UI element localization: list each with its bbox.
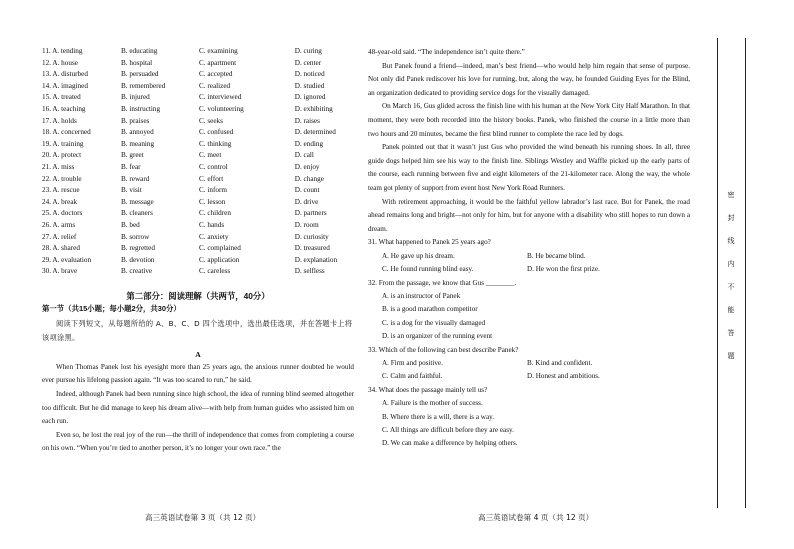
section-title: 第二部分：阅读理解（共两节，40分）	[126, 290, 270, 301]
option-d: D. call	[294, 151, 314, 160]
option-a: 17. A. holds	[42, 116, 77, 125]
option-c: C. seeks	[198, 116, 223, 125]
option-c: C. examining	[198, 47, 238, 55]
option-a: 16. A. teaching	[42, 104, 86, 113]
option-a: 20. A. protect	[42, 151, 82, 160]
binding-line	[745, 38, 746, 508]
option-d: D. change	[294, 174, 324, 183]
sub-section-title: 第一节（共15小题；每小题2分，共30分）	[42, 303, 181, 313]
option-b: B. bed	[120, 220, 140, 229]
option-c: C. meet	[198, 151, 222, 160]
option-c: C. inform	[198, 186, 227, 195]
option-b: B. fear	[120, 162, 141, 171]
option-b: B. Where there is a will, there is a way.	[382, 412, 495, 421]
option-c: C. thinking	[198, 139, 232, 148]
option-a: A. Failure is the mother of success.	[382, 399, 483, 408]
option-d: D. We can make a difference by helping others.	[382, 439, 518, 448]
passage-label: A	[195, 349, 201, 359]
cloze-question-row	[42, 127, 354, 139]
option-b: B. meaning	[120, 139, 155, 148]
option-d: D. curing	[294, 47, 322, 55]
option-a: 26. A. arms	[42, 220, 76, 229]
passage-paragraph: With retirement approaching, it would be the faithful yellow labrador’s last race. But for Panek, the road ahead remains long and bright—not only for him, but for anyone with a disability who still hopes to run down a dream.	[368, 197, 690, 233]
option-b: B. regretted	[120, 244, 155, 253]
option-a: A. He gave up his dream.	[382, 251, 455, 260]
option-c: C. children	[198, 209, 231, 218]
question-33	[368, 344, 690, 384]
option-d: D. noticed	[294, 70, 325, 79]
passage-continuation: 48-year-old said. “The independence isn’t quite there.”	[368, 48, 525, 56]
option-b: B. devotion	[120, 255, 155, 264]
option-b: B. remembered	[120, 81, 166, 90]
option-b: B. is a good marathon competitor	[382, 305, 478, 314]
option-a: 29. A. evaluation	[42, 255, 92, 264]
option-b: B. hospital	[120, 58, 153, 67]
option-a: 27. A. relief	[42, 232, 77, 241]
option-c: C. He found running blind easy.	[382, 265, 474, 274]
option-c: C. accepted	[198, 70, 233, 79]
option-d: D. ignored	[294, 93, 326, 102]
option-d: D. curiosity	[294, 232, 329, 241]
cloze-question-row	[42, 220, 354, 232]
option-a: 12. A. house	[42, 58, 78, 67]
left-page-column	[42, 46, 354, 456]
option-a: A. Firm and positive.	[382, 358, 443, 367]
option-b: B. injured	[120, 93, 150, 102]
option-d: D. selfless	[294, 267, 325, 276]
binding-char: 封	[727, 214, 735, 222]
cloze-question-row	[42, 46, 354, 58]
cloze-question-row	[42, 174, 354, 186]
option-a: 18. A. concerned	[42, 128, 91, 137]
cloze-question-row	[42, 139, 354, 151]
passage-paragraph: Indeed, although Panek had been running since high school, the idea of running blind seemed altogether too difficult. But he did manage to keep his dream alive—with help from human guides who assisted him on each run.	[42, 390, 354, 426]
page-footer-left: 高三英语试卷第 3 页（共 12 页）	[145, 513, 261, 522]
option-c: C. All things are difficult before they are easy.	[382, 426, 514, 434]
option-d: D. partners	[294, 209, 327, 218]
option-a: 24. A. break	[42, 197, 78, 206]
option-b: B. reward	[120, 174, 150, 183]
question-stem: 33. Which of the following can best describe Panek?	[368, 345, 519, 354]
option-d: D. explanation	[294, 255, 338, 264]
option-a: 15. A. treated	[42, 93, 81, 102]
option-a: 23. A. rescue	[42, 186, 80, 195]
option-b: B. He became blind.	[527, 251, 586, 260]
cloze-question-row	[42, 81, 354, 93]
cloze-question-row	[42, 162, 354, 174]
cloze-question-row	[42, 69, 354, 81]
option-d: D. determined	[294, 128, 336, 137]
binding-char: 答	[727, 329, 735, 337]
option-b: B. annoyed	[120, 128, 154, 137]
option-d: D. center	[294, 58, 322, 67]
option-c: C. application	[198, 255, 240, 264]
option-d: D. count	[294, 186, 320, 195]
binding-line	[717, 38, 718, 508]
question-stem: 31. What happened to Panek 25 years ago?	[368, 238, 491, 247]
instructions: 阅读下列短文，从每题所给的 A、B、C、D 四个选项中，选出最佳选项，并在答题卡上将该项涂黑。	[42, 318, 353, 342]
cloze-question-row	[42, 116, 354, 128]
option-b: B. message	[120, 197, 154, 206]
option-a: 14. A. imagined	[42, 81, 88, 90]
page-footer-right: 高三英语试卷第 4 页（共 12 页）	[478, 513, 594, 522]
cloze-question-row	[42, 197, 354, 209]
option-a: A. is an instructor of Panek	[382, 291, 461, 300]
binding-notice	[723, 190, 739, 374]
option-d: D. is an organizer of the running event	[382, 332, 493, 341]
cloze-question-row	[42, 243, 354, 255]
option-d: D. studied	[294, 81, 325, 90]
option-c: C. anxiety	[198, 232, 229, 241]
question-32	[368, 277, 690, 344]
option-a: 22. A. trouble	[42, 174, 82, 183]
option-d: D. exhibiting	[294, 104, 333, 113]
option-a: 19. A. training	[42, 139, 84, 148]
passage-paragraph: But Panek found a friend—indeed, man’s best friend—who would help him regain that sense of purpose. Not only did Panek rediscover his love for running, but, along the way, he founded Guiding Eyes for the Blind, an organization dedicated to providing service dogs for the visually damaged.	[368, 61, 690, 97]
option-c: C. careless	[198, 267, 231, 276]
option-d: D. raises	[294, 116, 320, 125]
cloze-question-row	[42, 92, 354, 104]
cloze-question-row	[42, 104, 354, 116]
binding-char: 能	[727, 306, 735, 314]
option-c: C. lesson	[198, 197, 226, 206]
right-page-column	[368, 46, 690, 451]
option-b: B. cleaners	[120, 209, 153, 218]
cloze-question-row	[42, 232, 354, 244]
option-d: D. ending	[294, 139, 324, 148]
cloze-question-row	[42, 255, 354, 267]
binding-char: 密	[727, 191, 735, 199]
option-c: C. effort	[198, 174, 224, 183]
option-b: B. Kind and confident.	[527, 358, 593, 367]
option-c: C. volunteering	[198, 104, 244, 113]
question-stem: 34. What does the passage mainly tell us?	[368, 385, 488, 394]
passage-paragraph: Even so, he lost the real joy of the run—the thrill of independence that comes from completing a course on his own. “When you’re tied to another person, it’s no longer your own race.” the	[42, 430, 354, 453]
option-a: 11. A. tending	[42, 47, 83, 55]
option-a: 25. A. doctors	[42, 209, 83, 218]
option-b: B. persuaded	[120, 70, 159, 79]
option-b: B. instructing	[120, 104, 161, 113]
cloze-question-row	[42, 266, 354, 278]
option-a: 30. A. brave	[42, 267, 78, 276]
option-c: C. Calm and faithful.	[382, 372, 443, 381]
cloze-question-row	[42, 150, 354, 162]
option-b: B. visit	[120, 186, 142, 195]
option-d: D. treasured	[294, 244, 330, 253]
option-d: D. room	[294, 220, 319, 229]
passage-paragraph: On March 16, Gus glided across the finish line with his human at the New York City Half Marathon. In that moment, they were both recorded into the history books. Panek, who finished the course in a little more than two hours and 20 minutes, became the first blind runner to complete the race led by dogs.	[368, 102, 690, 138]
option-c: C. hands	[198, 220, 225, 229]
option-b: B. greet	[120, 151, 144, 160]
passage-paragraph: When Thomas Panek lost his eyesight more than 25 years ago, the anxious runner doubted he would ever pursue his lifelong passion again. “It was too scared to run,” he said.	[42, 362, 354, 385]
option-d: D. He won the first prize.	[527, 265, 600, 274]
option-d: D. drive	[294, 197, 319, 206]
question-stem: 32. From the passage, we know that Gus ________.	[368, 278, 517, 287]
option-d: D. enjoy	[294, 162, 320, 171]
option-a: 28. A. shared	[42, 244, 80, 253]
option-b: B. sorrow	[120, 232, 150, 241]
question-34	[368, 384, 690, 451]
cloze-option-table	[42, 46, 354, 278]
binding-char: 不	[727, 283, 735, 291]
binding-char: 线	[727, 237, 735, 245]
cloze-question-row	[42, 58, 354, 70]
cloze-question-row	[42, 208, 354, 220]
option-a: 13. A. disturbed	[42, 70, 88, 79]
option-a: 21. A. miss	[42, 162, 75, 171]
option-c: C. complained	[198, 244, 241, 253]
option-c: C. interviewed	[198, 93, 242, 102]
question-31	[368, 236, 690, 276]
binding-char: 题	[727, 352, 735, 360]
option-c: C. apartment	[198, 58, 237, 67]
option-b: B. educating	[120, 47, 158, 55]
cloze-question-row	[42, 185, 354, 197]
option-b: B. creative	[120, 267, 153, 276]
option-c: C. confused	[198, 128, 234, 137]
option-c: C. control	[198, 162, 228, 171]
option-c: C. realized	[198, 81, 231, 90]
option-b: B. praises	[120, 116, 150, 125]
option-c: C. is a dog for the visually damaged	[382, 318, 486, 327]
binding-char: 内	[727, 260, 735, 268]
option-d: D. Honest and ambitious.	[527, 372, 600, 381]
passage-paragraph: Panek pointed out that it wasn’t just Gus who provided the wind beneath his running shoes. In all, three guide dogs helped him see his way to the finish line. Siblings Westley and Waffle picked up the early parts of the course, each running between five and eight kilometers of the 21-kilometer race. Along the way, the whole team got plenty of support from event host New York Road Runners.	[368, 143, 690, 192]
